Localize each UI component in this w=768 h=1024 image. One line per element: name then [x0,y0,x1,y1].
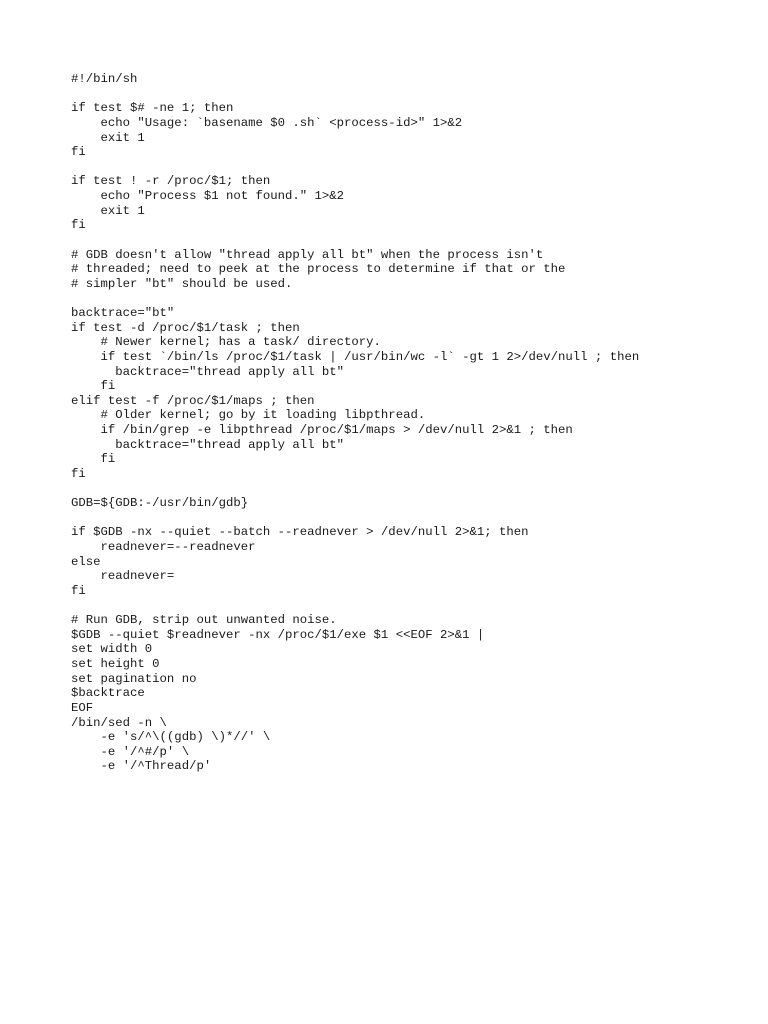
code-line: if $GDB -nx --quiet --batch --readnever > /dev/null 2>&1; then [71,525,529,540]
code-line: #!/bin/sh [71,72,138,86]
code-line: fi [71,379,116,394]
code-line [71,291,639,306]
code-line: if test -d /proc/$1/task ; then [71,320,300,335]
code-line: set height 0 [71,657,160,671]
code-line: set pagination no [71,671,197,686]
code-line: fi [71,466,86,481]
code-line: # Older kernel; go by it loading libpthread. [71,408,426,423]
code-line [71,599,639,614]
code-line: # Newer kernel; has a task/ directory. [71,335,381,350]
code-line: if test $# -ne 1; then [71,101,234,116]
code-line: readnever= [71,569,175,584]
code-line: backtrace="thread apply all bt" [71,364,345,379]
code-line: -e 's/^\((gdb) \)*//' \ [71,730,271,745]
code-line: else [71,554,101,569]
code-line: backtrace="bt" [71,306,175,320]
code-line: echo "Usage: `basename $0 .sh` <process-id>" 1>&2 [71,115,463,130]
code-line: # Run GDB, strip out unwanted noise. [71,613,337,628]
code-line [71,160,639,175]
code-line: fi [71,145,86,160]
code-line [71,87,639,102]
code-line: # GDB doesn't allow "thread apply all bt" when the process isn't [71,247,544,262]
code-line: if test `/bin/ls /proc/$1/task | /usr/bin/wc -l` -gt 1 2>/dev/null ; then [71,349,640,364]
code-line: exit 1 [71,130,145,145]
code-line: if /bin/grep -e libpthread /proc/$1/maps > /dev/null 2>&1 ; then [71,423,573,437]
script-listing [71,72,639,774]
code-line: $backtrace [71,686,145,701]
code-line: /bin/sed -n \ [71,715,167,730]
code-line [71,511,639,526]
code-line: $GDB --quiet $readnever -nx /proc/$1/exe $1 <<EOF 2>&1 | [71,627,485,642]
code-line: fi [71,218,86,233]
code-line: -e '/^Thread/p' [71,759,212,774]
code-line [71,482,639,497]
code-line: backtrace="thread apply all bt" [71,437,345,452]
code-line: # threaded; need to peek at the process to determine if that or the [71,262,566,277]
code-line: set width 0 [71,642,153,657]
code-line: fi [71,452,116,467]
code-line [71,233,639,248]
code-line: if test ! -r /proc/$1; then [71,174,271,189]
code-line: elif test -f /proc/$1/maps ; then [71,393,315,408]
code-line: readnever=--readnever [71,540,256,554]
code-line: echo "Process $1 not found." 1>&2 [71,189,345,203]
code-line: exit 1 [71,203,145,218]
code-line: # simpler "bt" should be used. [71,276,293,291]
code-line: fi [71,583,86,598]
code-line: EOF [71,700,94,715]
code-line: -e '/^#/p' \ [71,744,190,759]
code-line: GDB=${GDB:-/usr/bin/gdb} [71,496,249,511]
